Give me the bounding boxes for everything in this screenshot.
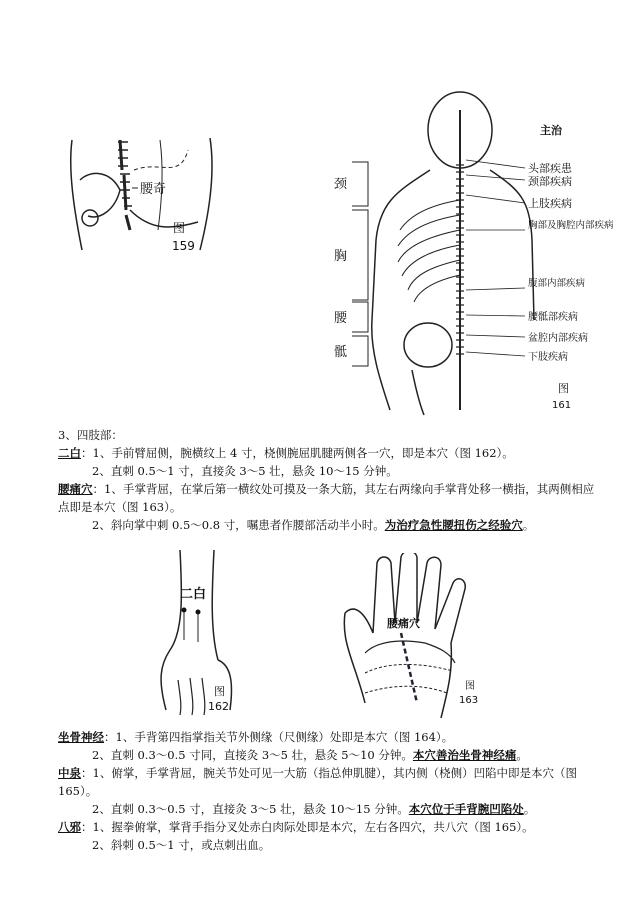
fig161-label-lower-limb: 下肢疾病: [528, 352, 568, 363]
term-baxie: 八邪: [58, 820, 81, 834]
entry-zhongquan-end: 。: [523, 802, 536, 816]
fig163-caption-number: 163: [459, 695, 479, 706]
entry-zuogu-text1: ：1、手背第四指掌指关节外侧缘（尺侧缘）处即是本穴（图 164）。: [104, 730, 454, 744]
fig159-caption-prefix: 图: [173, 221, 186, 235]
entry-zuogu-line2: [58, 746, 598, 764]
figure-159: [60, 130, 220, 260]
fig161-label-lumbosacral: 腰骶部疾病: [528, 312, 578, 323]
fig161-heading: 主治: [540, 124, 562, 137]
entry-zhongquan-text2: 2、直刺 0.3～0.5 寸，直接灸 3～5 壮，悬灸 10～15 分钟。: [92, 802, 409, 816]
fig159-caption-number: 159: [172, 239, 195, 253]
fig161-label-neck: 颈部疾病: [528, 175, 572, 188]
section-text-upper: [58, 426, 598, 534]
fig161-region-neck: 颈: [334, 177, 348, 192]
entry-yaotong-text2: 2、斜向掌中刺 0.5～0.8 寸，嘱患者作腰部活动半小时。: [92, 518, 385, 532]
entry-yaotong-end: 。: [522, 518, 535, 532]
fig161-region-sacrum: 骶: [334, 345, 348, 360]
fig161-caption-prefix: 图: [558, 382, 569, 395]
entry-zuogu-text2: 2、直刺 0.3～0.5 寸同，直接灸 3～5 壮，悬灸 5～10 分钟。: [92, 748, 413, 762]
spine-illustration: [320, 90, 620, 420]
entry-zhongquan-line2: [58, 800, 598, 818]
entry-zuogu-end: 。: [516, 748, 528, 762]
fig161-label-abdomen: 腹部内部疾病: [528, 278, 586, 289]
fig162-caption-prefix: 图: [214, 685, 225, 698]
entry-yaotong-text1: ：1、手掌背屈，在掌后第一横纹处可摸及一条大筋，其左右两缘向手掌背处移一横指，其两侧相应点即是本穴（图 163）。: [58, 482, 595, 514]
fig161-label-upper-limb: 上肢疾病: [528, 197, 572, 210]
term-erbai: 二白: [58, 446, 81, 460]
section-text-lower: [58, 728, 598, 854]
fig161-label-head: 头部疾患: [528, 162, 572, 175]
fig161-region-chest: 胸: [334, 249, 348, 264]
entry-zuogu-line1: [58, 728, 598, 746]
pelvis-illustration: [60, 130, 220, 260]
figure-161: [320, 90, 620, 420]
entry-yaotong-line2: [58, 516, 598, 534]
entry-erbai-line2: 2、直刺 0.5～1 寸，直接灸 3～5 壮，悬灸 10～15 分钟。: [92, 464, 398, 478]
fig159-point-label: 腰奇: [140, 182, 167, 197]
fig163-caption-prefix: 图: [465, 681, 475, 692]
fig162-point-label: 二白: [180, 587, 207, 602]
entry-erbai-line1: [58, 444, 598, 462]
entry-baxie-text1: ：1、握拳俯掌，掌背手指分叉处赤白肉际处即是本穴，左右各四穴，共八穴（图 165）。: [81, 820, 534, 834]
fig161-label-pelvic: 盆腔内部疾病: [528, 333, 588, 344]
entry-zuogu-emphasis: 本穴善治坐骨神经痛: [412, 748, 517, 762]
figure-162: [150, 550, 280, 720]
fig161-label-chest: 胸部及胸腔内部疾病: [528, 220, 614, 231]
term-zuogu: 坐骨神经: [58, 730, 104, 744]
section-heading: 3、四肢部：: [58, 428, 123, 442]
term-yaotong: 腰痛穴: [58, 482, 93, 496]
fig162-caption-number: 162: [208, 700, 229, 713]
entry-baxie-line2: 2、斜刺 0.5～1 寸，或点刺出血。: [92, 838, 271, 852]
entry-yaotong-line1: [58, 480, 598, 516]
entry-zhongquan-emphasis: 本穴位于手背腕凹陷处: [408, 802, 524, 816]
entry-erbai-text1: ：1、手前臂屈侧，腕横纹上 4 寸，桡侧腕屈肌腱两侧各一穴，即是本穴（图 162）。: [81, 446, 514, 460]
hand-illustration: [335, 553, 495, 723]
entry-baxie-line1: [58, 818, 598, 836]
fig161-caption-number: 161: [552, 400, 572, 411]
entry-zhongquan-line1: [58, 764, 598, 800]
entry-yaotong-emphasis: 为治疗急性腰扭伤之经验穴: [384, 518, 523, 532]
fig161-region-waist: 腰: [334, 311, 348, 326]
figure-163: [335, 553, 495, 723]
fig163-point-label: 腰痛穴: [387, 617, 420, 630]
term-zhongquan: 中泉: [58, 766, 81, 780]
forearm-illustration: [150, 550, 280, 720]
entry-zhongquan-text1: ：1、俯掌，手掌背屈，腕关节处可见一大筋（指总伸肌腱），其内侧（桡侧）凹陷中即是本穴（图 165）。: [58, 766, 578, 798]
